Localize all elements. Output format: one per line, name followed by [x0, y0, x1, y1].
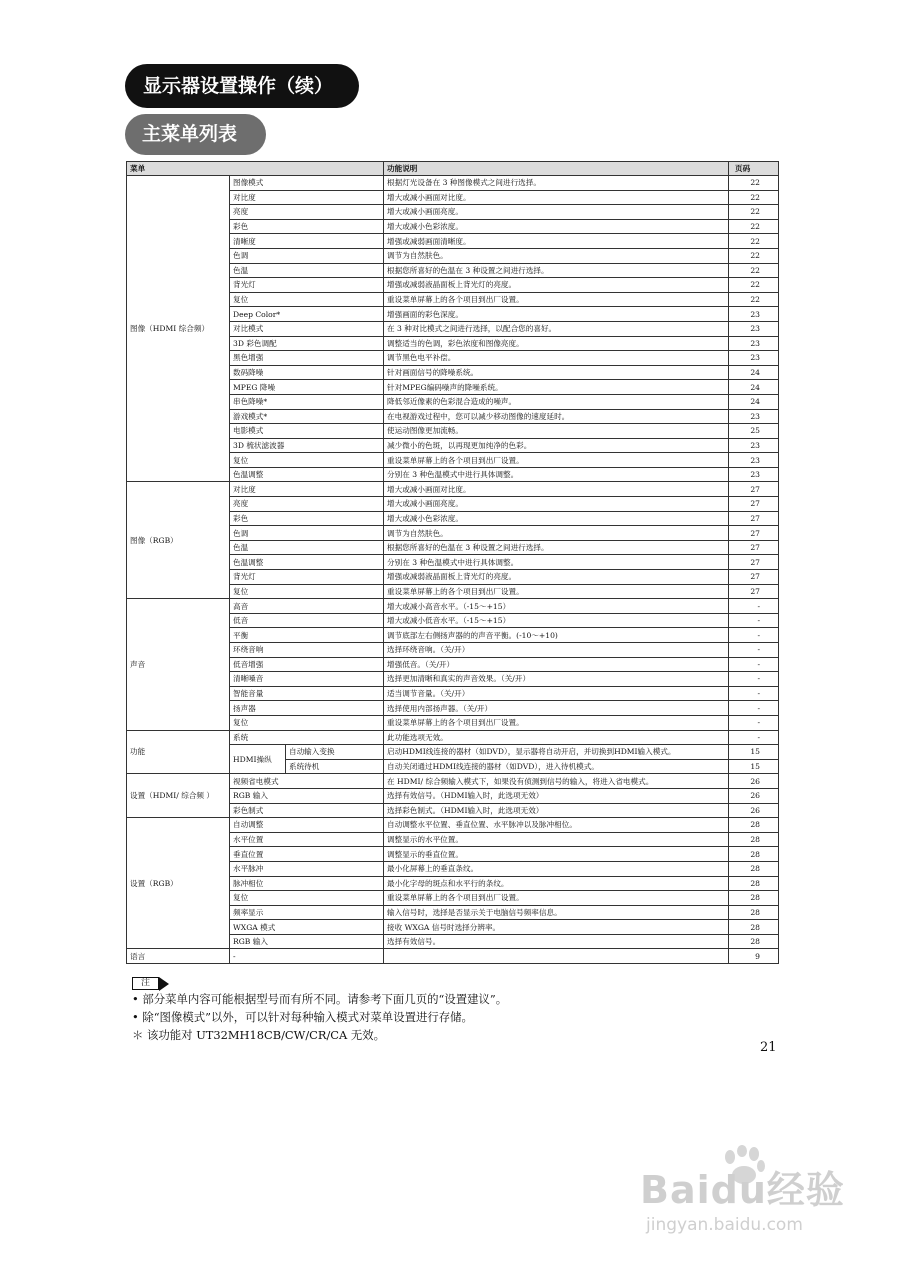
menu-item: 彩色制式: [230, 803, 384, 818]
function-description: 根据灯光设备在 3 种图像模式之间进行选择。: [384, 176, 729, 191]
page-ref: 23: [729, 409, 779, 424]
page-ref: 22: [729, 263, 779, 278]
header-page: 页码: [729, 162, 779, 176]
menu-item: RGB 输入: [230, 934, 384, 949]
function-description: 调节黑色电平补偿。: [384, 351, 729, 366]
menu-item: 数码降噪: [230, 365, 384, 380]
menu-item: 清晰度: [230, 234, 384, 249]
menu-item: 智能音量: [230, 686, 384, 701]
function-description: 增强低音。（关/开）: [384, 657, 729, 672]
header-function: 功能说明: [384, 162, 729, 176]
function-description: 针对MPEG编码噪声的降噪系统。: [384, 380, 729, 395]
menu-item: 环绕音响: [230, 643, 384, 658]
menu-item: 电影模式: [230, 424, 384, 439]
function-description: 接收 WXGA 信号时选择分辨率。: [384, 920, 729, 935]
menu-item: 复位: [230, 453, 384, 468]
page-ref: -: [729, 701, 779, 716]
page-ref: 27: [729, 555, 779, 570]
menu-item: 黑色增强: [230, 351, 384, 366]
page-ref: -: [729, 730, 779, 745]
menu-item: RGB 输入: [230, 788, 384, 803]
page-ref: 23: [729, 467, 779, 482]
page-ref: 15: [729, 759, 779, 774]
function-description: 增大或减小画面对比度。: [384, 482, 729, 497]
menu-item: 色调: [230, 248, 384, 263]
page-ref: 23: [729, 438, 779, 453]
function-description: 调整适当的色调，彩色浓度和图像亮度。: [384, 336, 729, 351]
page-ref: 28: [729, 920, 779, 935]
menu-item: 扬声器: [230, 701, 384, 716]
function-description: 增大或减小色彩浓度。: [384, 219, 729, 234]
menu-item: 对比度: [230, 482, 384, 497]
function-description: 选择彩色制式。（HDMI输入时，此选项无效）: [384, 803, 729, 818]
menu-item: 游戏模式*: [230, 409, 384, 424]
menu-item: 自动调整: [230, 818, 384, 833]
menu-subitem: 自动输入变换: [286, 745, 384, 760]
page-ref: 23: [729, 321, 779, 336]
menu-item: 对比模式: [230, 321, 384, 336]
function-description: [384, 949, 729, 964]
function-description: 选择有效信号。（HDMI输入时，此选项无效）: [384, 788, 729, 803]
menu-item: 色温调整: [230, 467, 384, 482]
menu-item: 彩色: [230, 511, 384, 526]
menu-item: 色温调整: [230, 555, 384, 570]
function-description: 增强或减弱液晶面板上背光灯的亮度。: [384, 570, 729, 585]
table-row: [127, 730, 779, 745]
menu-category: 功能: [127, 730, 230, 774]
page-ref: 25: [729, 424, 779, 439]
function-description: 选择使用内部扬声器。（关/开）: [384, 701, 729, 716]
function-description: 调节底部左右侧扬声器的的声音平衡。(-10～+10): [384, 628, 729, 643]
menu-item: 系统: [230, 730, 384, 745]
page-ref: 22: [729, 234, 779, 249]
table-row: [127, 176, 779, 191]
baidu-watermark: [640, 1145, 860, 1245]
page-ref: 22: [729, 176, 779, 191]
page-ref: 24: [729, 380, 779, 395]
menu-item: -: [230, 949, 384, 964]
menu-item: WXGA 模式: [230, 920, 384, 935]
arrow-right-icon: [159, 977, 169, 991]
function-description: 增大或减小高音水平。（-15～+15）: [384, 599, 729, 614]
function-description: 选择环绕音响。（关/开）: [384, 643, 729, 658]
table-row: [127, 482, 779, 497]
function-description: 增大或减小低音水平。（-15～+15）: [384, 613, 729, 628]
menu-item: 水平脉冲: [230, 861, 384, 876]
page-ref: 23: [729, 351, 779, 366]
note-line: • 部分菜单内容可能根据型号而有所不同。请参考下面几页的“设置建议”。: [132, 992, 508, 1006]
page-ref: 27: [729, 570, 779, 585]
menu-item: MPEG 降噪: [230, 380, 384, 395]
page-ref: 24: [729, 365, 779, 380]
menu-item: HDMI操纵: [230, 745, 286, 774]
menu-category: 图像（RGB）: [127, 482, 230, 599]
menu-item: 清晰嗓音: [230, 672, 384, 687]
function-description: 自动关闭通过HDMI线连接的器材（如DVD），进入待机模式。: [384, 759, 729, 774]
table-row: [127, 599, 779, 614]
menu-item: 串色降噪*: [230, 394, 384, 409]
menu-category: 声音: [127, 599, 230, 730]
notes-section: [132, 972, 507, 1044]
page-ref: 26: [729, 788, 779, 803]
menu-item: 彩色: [230, 219, 384, 234]
function-description: 增大或减小画面亮度。: [384, 205, 729, 220]
menu-item: 水平位置: [230, 832, 384, 847]
function-description: 增大或减小画面对比度。: [384, 190, 729, 205]
watermark-logo: Baidu经验: [640, 1168, 845, 1212]
note-badge-label: 注: [132, 977, 159, 990]
page-ref: -: [729, 599, 779, 614]
function-description: 分别在 3 种色温模式中进行具体调整。: [384, 467, 729, 482]
main-menu-table: [126, 161, 779, 964]
function-description: 此功能选项无效。: [384, 730, 729, 745]
menu-item: 背光灯: [230, 278, 384, 293]
section-title: 显示器设置操作（续）: [125, 64, 359, 108]
function-description: 输入信号时，选择是否显示关于电脑信号频率信息。: [384, 905, 729, 920]
menu-category: 设置（RGB）: [127, 818, 230, 949]
table-row: [127, 774, 779, 789]
menu-item: 复位: [230, 715, 384, 730]
function-description: 根据您所喜好的色温在 3 种设置之间进行选择。: [384, 263, 729, 278]
page-ref: 22: [729, 190, 779, 205]
function-description: 增大或减小色彩浓度。: [384, 511, 729, 526]
table-row: [127, 818, 779, 833]
menu-item: 复位: [230, 584, 384, 599]
page-ref: 28: [729, 818, 779, 833]
function-description: 选择有效信号。: [384, 934, 729, 949]
page-ref: 27: [729, 584, 779, 599]
page-ref: -: [729, 686, 779, 701]
table-row: [127, 949, 779, 964]
menu-item: 3D 彩色调配: [230, 336, 384, 351]
menu-item: 低音: [230, 613, 384, 628]
function-description: 重设菜单屏幕上的各个项目到出厂设置。: [384, 453, 729, 468]
note-badge: [132, 977, 169, 990]
section-subtitle: 主菜单列表: [125, 114, 266, 155]
function-description: 重设菜单屏幕上的各个项目到出厂设置。: [384, 891, 729, 906]
page-ref: 28: [729, 876, 779, 891]
page-ref: -: [729, 672, 779, 687]
page-ref: 9: [729, 949, 779, 964]
page-ref: -: [729, 628, 779, 643]
page-ref: 28: [729, 861, 779, 876]
page-ref: 22: [729, 219, 779, 234]
page-ref: 22: [729, 292, 779, 307]
page-ref: 27: [729, 497, 779, 512]
page-ref: 28: [729, 934, 779, 949]
menu-item: 亮度: [230, 205, 384, 220]
function-description: 减少微小的色斑，以再现更加纯净的色彩。: [384, 438, 729, 453]
function-description: 最小化屏幕上的垂直条纹。: [384, 861, 729, 876]
page-ref: 27: [729, 540, 779, 555]
menu-item: 色温: [230, 540, 384, 555]
function-description: 针对画面信号的降噪系统。: [384, 365, 729, 380]
function-description: 重设菜单屏幕上的各个项目到出厂设置。: [384, 715, 729, 730]
page-ref: 28: [729, 891, 779, 906]
function-description: 增强或减弱液晶面板上背光灯的亮度。: [384, 278, 729, 293]
page-ref: 27: [729, 511, 779, 526]
function-description: 增强画面的彩色深度。: [384, 307, 729, 322]
function-description: 调整显示的垂直位置。: [384, 847, 729, 862]
function-description: 在 3 种对比模式之间进行选择，以配合您的喜好。: [384, 321, 729, 336]
page-ref: -: [729, 715, 779, 730]
page-ref: 26: [729, 774, 779, 789]
menu-item: 视频省电模式: [230, 774, 384, 789]
menu-item: Deep Color*: [230, 307, 384, 322]
menu-item: 亮度: [230, 497, 384, 512]
function-description: 自动调整水平位置、垂直位置、水平脉冲以及脉冲相位。: [384, 818, 729, 833]
menu-item: 3D 梳状滤波器: [230, 438, 384, 453]
page-ref: 15: [729, 745, 779, 760]
menu-item: 高音: [230, 599, 384, 614]
function-description: 适当调节音量。（关/开）: [384, 686, 729, 701]
table-body: [127, 176, 779, 964]
page-number: 21: [760, 1040, 777, 1055]
page-ref: 22: [729, 248, 779, 263]
menu-item: 色温: [230, 263, 384, 278]
function-description: 增强或减弱画面清晰度。: [384, 234, 729, 249]
header-menu: 菜单: [127, 162, 384, 176]
menu-category: 图像（HDMI 综合频）: [127, 176, 230, 482]
note-line: ＊ 该功能对 UT32MH18CB/CW/CR/CA 无效。: [132, 1028, 386, 1042]
function-description: 选择更加清晰和真实的声音效果。（关/开）: [384, 672, 729, 687]
function-description: 分别在 3 种色温模式中进行具体调整。: [384, 555, 729, 570]
page-ref: 23: [729, 307, 779, 322]
page-ref: 28: [729, 847, 779, 862]
menu-item: 垂直位置: [230, 847, 384, 862]
menu-item: 低音增强: [230, 657, 384, 672]
watermark-url: jingyan.baidu.com: [646, 1215, 803, 1235]
page-ref: -: [729, 657, 779, 672]
function-description: 调整显示的水平位置。: [384, 832, 729, 847]
menu-category: 设置（HDMI/ 综合频 ）: [127, 774, 230, 818]
function-description: 根据您所喜好的色温在 3 种设置之间进行选择。: [384, 540, 729, 555]
page-ref: 28: [729, 905, 779, 920]
page-ref: 24: [729, 394, 779, 409]
function-description: 在电视游戏过程中，您可以减少移动图像的速度延时。: [384, 409, 729, 424]
page-ref: 22: [729, 205, 779, 220]
function-description: 增大或减小画面亮度。: [384, 497, 729, 512]
page-ref: 23: [729, 453, 779, 468]
page-ref: 26: [729, 803, 779, 818]
page-ref: 27: [729, 526, 779, 541]
table-header-row: [127, 162, 779, 176]
function-description: 调节为自然肤色。: [384, 526, 729, 541]
function-description: 重设菜单屏幕上的各个项目到出厂设置。: [384, 292, 729, 307]
function-description: 降低邻近像素的色彩混合造成的噪声。: [384, 394, 729, 409]
menu-item: 背光灯: [230, 570, 384, 585]
function-description: 重设菜单屏幕上的各个项目到出厂设置。: [384, 584, 729, 599]
page-ref: 23: [729, 336, 779, 351]
menu-item: 平衡: [230, 628, 384, 643]
menu-item: 色调: [230, 526, 384, 541]
menu-item: 复位: [230, 891, 384, 906]
menu-item: 复位: [230, 292, 384, 307]
page-ref: 27: [729, 482, 779, 497]
menu-item: 对比度: [230, 190, 384, 205]
page-ref: 28: [729, 832, 779, 847]
page-ref: -: [729, 643, 779, 658]
note-line: • 除“图像模式”以外，可以针对每种输入模式对菜单设置进行存储。: [132, 1010, 473, 1024]
function-description: 使运动图像更加流畅。: [384, 424, 729, 439]
function-description: 启动HDMI线连接的器材（如DVD），显示器将自动开启，并切换到HDMI输入模式。: [384, 745, 729, 760]
page-ref: -: [729, 613, 779, 628]
menu-subitem: 系统待机: [286, 759, 384, 774]
function-description: 在 HDMI/ 综合频输入模式下，如果没有侦测到信号的输入，将进入省电模式。: [384, 774, 729, 789]
menu-item: 脉冲相位: [230, 876, 384, 891]
function-description: 最小化字母的斑点和水平行的条纹。: [384, 876, 729, 891]
page-ref: 22: [729, 278, 779, 293]
menu-item: 图像模式: [230, 176, 384, 191]
function-description: 调节为自然肤色。: [384, 248, 729, 263]
menu-item: 频率显示: [230, 905, 384, 920]
menu-category: 语言: [127, 949, 230, 964]
